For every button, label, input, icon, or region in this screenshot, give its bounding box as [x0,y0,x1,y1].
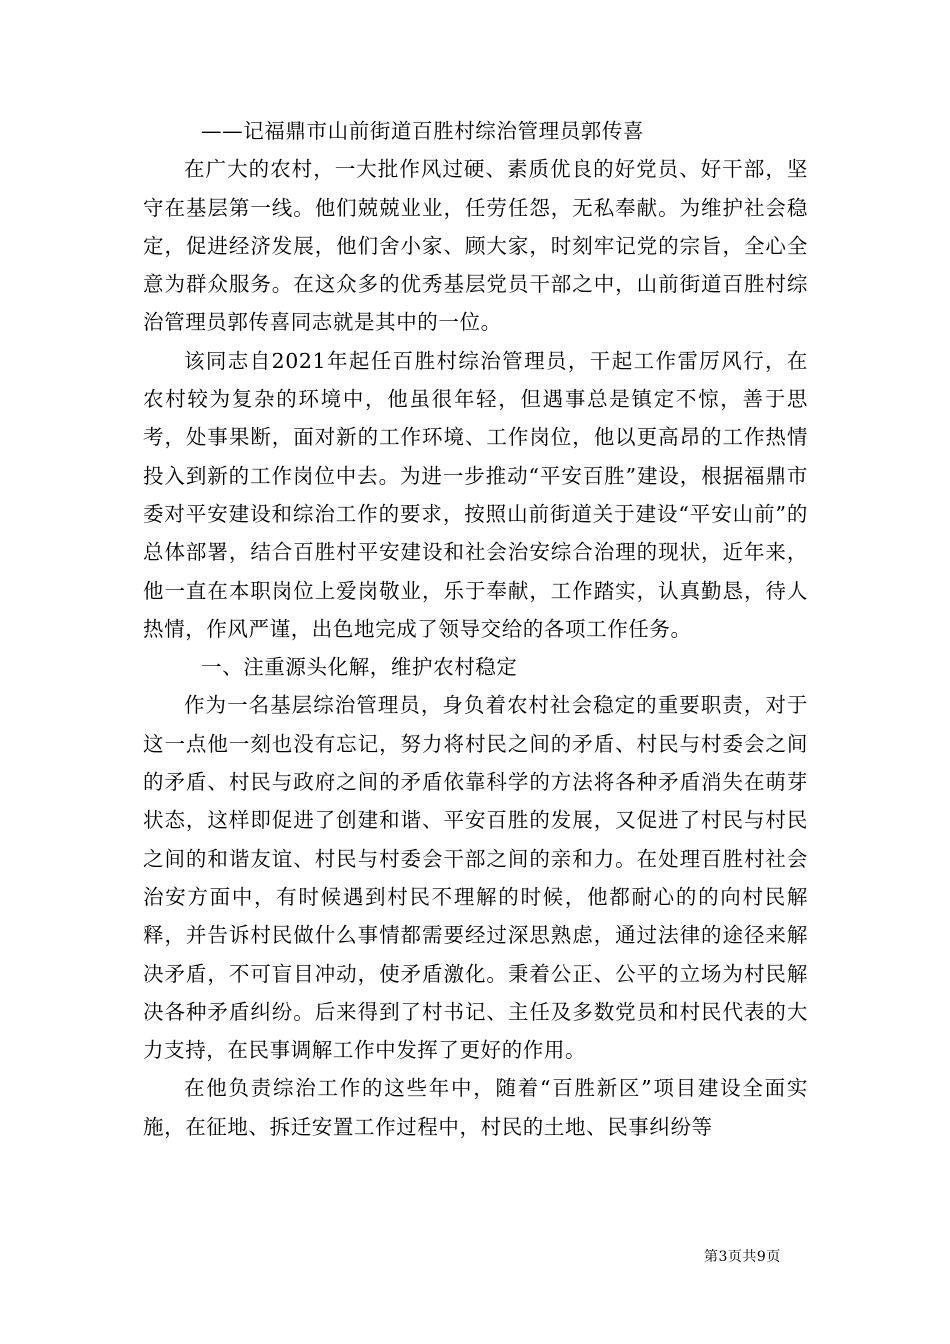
section-paragraph: 作为一名基层综治管理员，身负着农村社会稳定的重要职责，对于这一点他一刻也没有忘记，努力将村民之间的矛盾、村民与村委会之间的矛盾、村民与政府之间的矛盾依靠科学的方法将各种矛盾消失在萌芽状态，这样即促进了创建和谐、平安百胜的发展，又促进了村民与村民之间的和谐友谊、村民与村委会干部之间的亲和力。在处理百胜村社会治安方面中，有时候遇到村民不理解的时候，他都耐心的的向村民解释，并告诉村民做什么事情都需要经过深思熟虑，通过法律的途径来解决矛盾，不可盲目冲动，使矛盾激化。秉着公正、公平的立场为村民解决各种矛盾纠纷。后来得到了村书记、主任及多数党员和村民代表的大力支持，在民事调解工作中发挥了更好的作用。 [143,693,808,1063]
article-body [143,112,808,1146]
article-subtitle: ——记福鼎市山前街道百胜村综治管理员郭传喜 [201,119,645,143]
page-number: 第3页共9页 [704,1249,781,1265]
background-paragraph: 该同志自2021年起任百胜村综治管理员，干起工作雷厉风行，在农村较为复杂的环境中，他虽很年轻，但遇事总是镇定不惊，善于思考，处事果断，面对新的工作环境、工作岗位，他以更高昂的工作热情投入到新的工作岗位中去。为进一步推动“平安百胜”建设，根据福鼎市委对平安建设和综治工作的要求，按照山前街道关于建设“平安山前”的总体部署，结合百胜村平安建设和社会治安综合治理的现状，近年来，他一直在本职岗位上爱岗敬业，乐于奉献，工作踏实，认真勤恳，待人热情，作风严谨，出色地完成了领导交给的各项工作任务。 [143,348,808,641]
section-heading: 一、注重源头化解，维护农村稳定 [201,655,518,680]
section-paragraph: 在他负责综治工作的这些年中，随着“百胜新区”项目建设全面实施，在征地、拆迁安置工作过程中，村民的土地、民事纠纷等 [143,1076,808,1139]
intro-paragraph: 在广大的农村，一大批作风过硬、素质优良的好党员、好干部，坚守在基层第一线。他们兢兢业业，任劳任怨，无私奉献。为维护社会稳定，促进经济发展，他们舍小家、顾大家，时刻牢记党的宗旨，全心全意为群众服务。在这众多的优秀基层党员干部之中，山前街道百胜村综治管理员郭传喜同志就是其中的一位。 [143,157,808,335]
